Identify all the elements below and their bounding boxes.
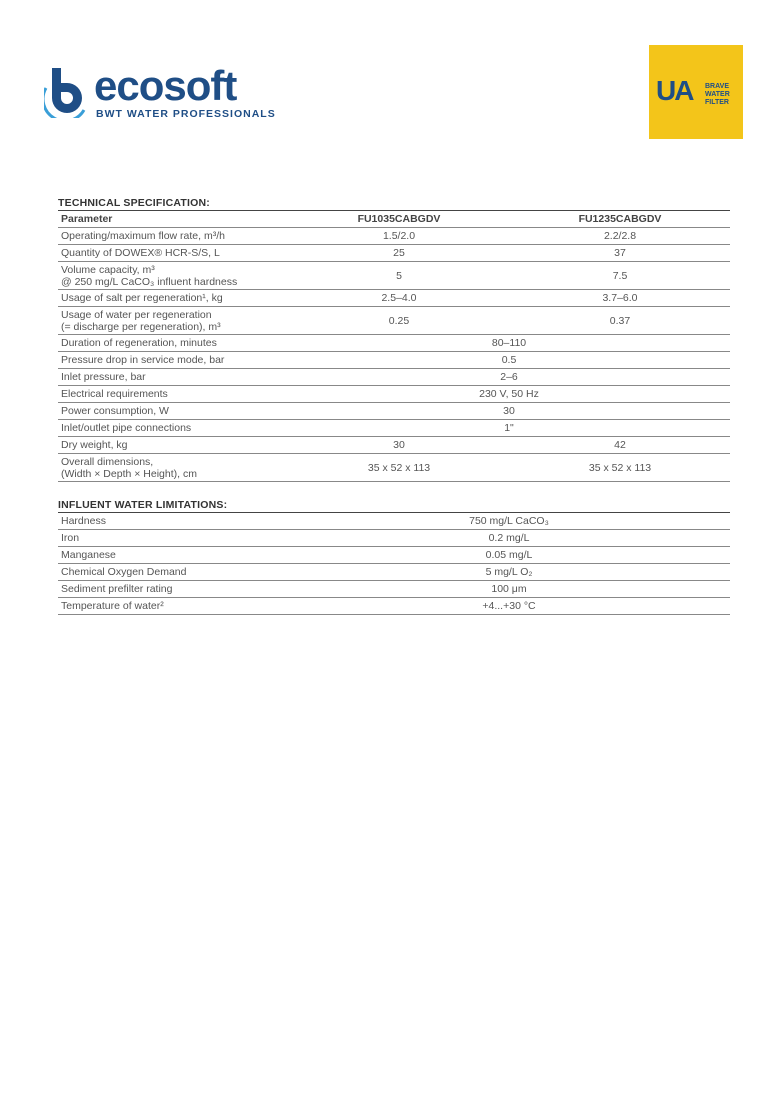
row-label-line: @ 250 mg/L CaCO₃ influent hardness xyxy=(61,275,238,288)
table-row xyxy=(58,307,730,335)
row-value: 0.2 mg/L xyxy=(288,530,730,547)
table-row xyxy=(58,420,730,437)
value-shared: 230 V, 50 Hz xyxy=(288,386,730,403)
row-label-line: Volume capacity, m³ xyxy=(61,263,155,276)
row-label: Dry weight, kg xyxy=(58,437,288,454)
row-label: Quantity of DOWEX® HCR-S/S, L xyxy=(58,245,288,262)
value-model-a: 2.5–4.0 xyxy=(288,290,510,307)
logo-wordmark: ecosoft xyxy=(94,62,237,109)
row-label: Chemical Oxygen Demand xyxy=(58,564,288,581)
table-row xyxy=(58,386,730,403)
brave-water-filter-badge xyxy=(649,45,743,139)
value-model-b: 42 xyxy=(510,437,730,454)
row-label: Usage of salt per regeneration¹, kg xyxy=(58,290,288,307)
row-label: Inlet/outlet pipe connections xyxy=(58,420,288,437)
value-shared: 0.5 xyxy=(288,352,730,369)
row-label: Pressure drop in service mode, bar xyxy=(58,352,288,369)
row-label: Iron xyxy=(58,530,288,547)
spec-title: TECHNICAL SPECIFICATION: xyxy=(58,197,210,209)
row-label: Power consumption, W xyxy=(58,403,288,420)
ecosoft-logo xyxy=(44,62,276,126)
row-label xyxy=(58,262,288,290)
limits-title: INFLUENT WATER LIMITATIONS: xyxy=(58,499,228,511)
influent-water-limitations-table xyxy=(58,512,730,615)
table-row xyxy=(58,335,730,352)
row-value: 5 mg/L O₂ xyxy=(288,564,730,581)
table-row xyxy=(58,290,730,307)
row-label: Duration of regeneration, minutes xyxy=(58,335,288,352)
row-value: 0.05 mg/L xyxy=(288,547,730,564)
row-label: Inlet pressure, bar xyxy=(58,369,288,386)
row-label xyxy=(58,307,288,335)
row-label: Operating/maximum flow rate, m³/h xyxy=(58,228,288,245)
value-shared: 1" xyxy=(288,420,730,437)
value-model-a: 0.25 xyxy=(288,307,510,335)
badge-text xyxy=(705,83,730,107)
value-model-b: 37 xyxy=(510,245,730,262)
value-model-a: 25 xyxy=(288,245,510,262)
badge-line: FILTER xyxy=(705,99,729,106)
table-row xyxy=(58,352,730,369)
table-row xyxy=(58,403,730,420)
value-shared: 2–6 xyxy=(288,369,730,386)
value-shared: 30 xyxy=(288,403,730,420)
row-label: Electrical requirements xyxy=(58,386,288,403)
column-header-model-a: FU1035CABGDV xyxy=(288,211,510,228)
row-label: Temperature of water² xyxy=(58,598,288,615)
value-model-b: 0.37 xyxy=(510,307,730,335)
value-model-a: 30 xyxy=(288,437,510,454)
value-shared: 80–110 xyxy=(288,335,730,352)
table-row xyxy=(58,454,730,482)
row-label-line: Usage of water per regeneration xyxy=(61,308,212,321)
table-header-row xyxy=(58,211,730,228)
value-model-b: 7.5 xyxy=(510,262,730,290)
row-label: Hardness xyxy=(58,513,288,530)
row-label-line: (Width × Depth × Height), cm xyxy=(61,467,197,480)
table-row xyxy=(58,513,730,530)
table-row xyxy=(58,437,730,454)
technical-specification-table xyxy=(58,210,730,482)
table-row xyxy=(58,228,730,245)
row-label xyxy=(58,454,288,482)
row-label: Sediment prefilter rating xyxy=(58,581,288,598)
table-row xyxy=(58,369,730,386)
table-row xyxy=(58,564,730,581)
ecosoft-drop-icon xyxy=(44,66,90,118)
row-value: 100 μm xyxy=(288,581,730,598)
table-row xyxy=(58,245,730,262)
value-model-a: 1.5/2.0 xyxy=(288,228,510,245)
table-row xyxy=(58,547,730,564)
row-label-line: Overall dimensions, xyxy=(61,455,154,468)
row-label-line: (= discharge per regeneration), m³ xyxy=(61,320,221,333)
logo-tagline: BWT WATER PROFESSIONALS xyxy=(96,108,276,120)
value-model-b: 3.7–6.0 xyxy=(510,290,730,307)
table-row xyxy=(58,530,730,547)
badge-line: BRAVE xyxy=(705,83,729,90)
badge-mark: UA xyxy=(656,75,693,106)
row-value: +4...+30 °C xyxy=(288,598,730,615)
row-label: Manganese xyxy=(58,547,288,564)
value-model-b: 35 x 52 x 113 xyxy=(510,454,730,482)
value-model-a: 5 xyxy=(288,262,510,290)
table-row xyxy=(58,262,730,290)
column-header-model-b: FU1235CABGDV xyxy=(510,211,730,228)
badge-line: WATER xyxy=(705,91,730,98)
value-model-a: 35 x 52 x 113 xyxy=(288,454,510,482)
table-row xyxy=(58,598,730,615)
row-value: 750 mg/L CaCO₃ xyxy=(288,513,730,530)
table-row xyxy=(58,581,730,598)
value-model-b: 2.2/2.8 xyxy=(510,228,730,245)
column-header-parameter: Parameter xyxy=(58,211,288,228)
